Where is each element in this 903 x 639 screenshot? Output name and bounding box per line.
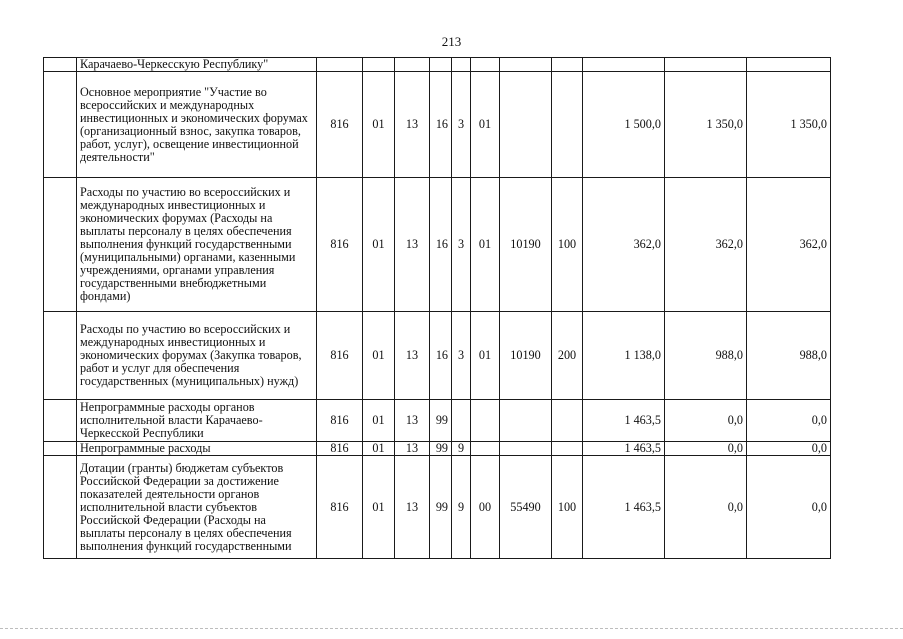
amount-year-1: 1 463,5 — [583, 456, 665, 559]
table-row — [44, 312, 831, 400]
subsection-code: 13 — [395, 400, 430, 442]
page-number: 213 — [441, 34, 462, 49]
expense-type-code: 100 — [552, 178, 583, 312]
activity-code: 01 — [471, 312, 500, 400]
expense-type-code — [552, 442, 583, 456]
subprogram-code: 9 — [452, 456, 471, 559]
item-name: Дотации (гранты) бюджетам субъектов Российской Федерации за достижение показателей деятельности органов исполнительной власти субъектов Российской Федерации (Расходы на выплаты персоналу в целях обеспечения выполнения функций государственными — [77, 456, 317, 559]
subprogram-code: 3 — [452, 178, 471, 312]
program-code: 99 — [430, 442, 452, 456]
section-code: 01 — [363, 72, 395, 178]
item-name: Основное мероприятие "Участие во всероссийских и международных инвестиционных и экономических форумах (организационный взнос, закупка товаров, работ, услуг), освещение инвестиционной деятельности" — [77, 72, 317, 178]
amount-year-3 — [747, 58, 831, 72]
amount-year-3: 362,0 — [747, 178, 831, 312]
direction-code — [500, 442, 552, 456]
program-code — [430, 58, 452, 72]
section-code: 01 — [363, 456, 395, 559]
amount-year-2: 1 350,0 — [665, 72, 747, 178]
program-code: 99 — [430, 456, 452, 559]
amount-year-3: 988,0 — [747, 312, 831, 400]
ministry-code: 816 — [317, 312, 363, 400]
ministry-code: 816 — [317, 178, 363, 312]
amount-year-1 — [583, 58, 665, 72]
table-row — [44, 400, 831, 442]
item-name: Расходы по участию во всероссийских и международных инвестиционных и экономических форумах (Расходы на выплаты персоналу в целях обеспечения выполнения функций государственными (муниципальными) органами, казенными учреждениями, органами управления государственными внебюджетными фондами) — [77, 178, 317, 312]
item-name: Расходы по участию во всероссийских и международных инвестиционных и экономических форумах (Закупка товаров, работ и услуг для обеспечения государственных (муниципальных) нужд) — [77, 312, 317, 400]
program-code: 16 — [430, 312, 452, 400]
activity-code: 00 — [471, 456, 500, 559]
subsection-code: 13 — [395, 72, 430, 178]
amount-year-1: 1 500,0 — [583, 72, 665, 178]
subprogram-code — [452, 58, 471, 72]
subsection-code: 13 — [395, 442, 430, 456]
ministry-code — [317, 58, 363, 72]
amount-year-1: 1 138,0 — [583, 312, 665, 400]
table-row — [44, 178, 831, 312]
ministry-code: 816 — [317, 442, 363, 456]
amount-year-3: 1 350,0 — [747, 72, 831, 178]
direction-code: 10190 — [500, 178, 552, 312]
ministry-code: 816 — [317, 400, 363, 442]
activity-code: 01 — [471, 178, 500, 312]
row-margin-cell — [44, 178, 77, 312]
expense-type-code — [552, 58, 583, 72]
activity-code: 01 — [471, 72, 500, 178]
item-name: Непрограммные расходы — [77, 442, 317, 456]
amount-year-1: 1 463,5 — [583, 400, 665, 442]
direction-code — [500, 72, 552, 178]
subsection-code: 13 — [395, 178, 430, 312]
direction-code: 55490 — [500, 456, 552, 559]
expense-type-code: 100 — [552, 456, 583, 559]
expense-type-code: 200 — [552, 312, 583, 400]
amount-year-3: 0,0 — [747, 456, 831, 559]
row-margin-cell — [44, 442, 77, 456]
subprogram-code: 3 — [452, 312, 471, 400]
table-row — [44, 72, 831, 178]
activity-code — [471, 58, 500, 72]
ministry-code: 816 — [317, 72, 363, 178]
row-margin-cell — [44, 58, 77, 72]
budget-table — [43, 57, 831, 559]
amount-year-3: 0,0 — [747, 400, 831, 442]
section-code — [363, 58, 395, 72]
row-margin-cell — [44, 312, 77, 400]
activity-code — [471, 400, 500, 442]
amount-year-2: 362,0 — [665, 178, 747, 312]
amount-year-3: 0,0 — [747, 442, 831, 456]
row-margin-cell — [44, 400, 77, 442]
subprogram-code: 9 — [452, 442, 471, 456]
section-code: 01 — [363, 442, 395, 456]
subsection-code — [395, 58, 430, 72]
direction-code — [500, 400, 552, 442]
page-bottom-edge — [0, 628, 903, 629]
item-name: Непрограммные расходы органов исполнительной власти Карачаево-Черкесской Республики — [77, 400, 317, 442]
direction-code: 10190 — [500, 312, 552, 400]
direction-code — [500, 58, 552, 72]
section-code: 01 — [363, 400, 395, 442]
activity-code — [471, 442, 500, 456]
table-row — [44, 456, 831, 559]
program-code: 16 — [430, 178, 452, 312]
subprogram-code — [452, 400, 471, 442]
expense-type-code — [552, 400, 583, 442]
section-code: 01 — [363, 312, 395, 400]
amount-year-2: 0,0 — [665, 400, 747, 442]
table-row — [44, 442, 831, 456]
row-margin-cell — [44, 72, 77, 178]
section-code: 01 — [363, 178, 395, 312]
subsection-code: 13 — [395, 312, 430, 400]
amount-year-2 — [665, 58, 747, 72]
ministry-code: 816 — [317, 456, 363, 559]
amount-year-2: 0,0 — [665, 442, 747, 456]
program-code: 16 — [430, 72, 452, 178]
amount-year-1: 362,0 — [583, 178, 665, 312]
program-code: 99 — [430, 400, 452, 442]
item-name: Карачаево-Черкесскую Республику" — [77, 58, 317, 72]
row-margin-cell — [44, 456, 77, 559]
table-row — [44, 58, 831, 72]
expense-type-code — [552, 72, 583, 178]
subsection-code: 13 — [395, 456, 430, 559]
subprogram-code: 3 — [452, 72, 471, 178]
amount-year-1: 1 463,5 — [583, 442, 665, 456]
amount-year-2: 0,0 — [665, 456, 747, 559]
amount-year-2: 988,0 — [665, 312, 747, 400]
